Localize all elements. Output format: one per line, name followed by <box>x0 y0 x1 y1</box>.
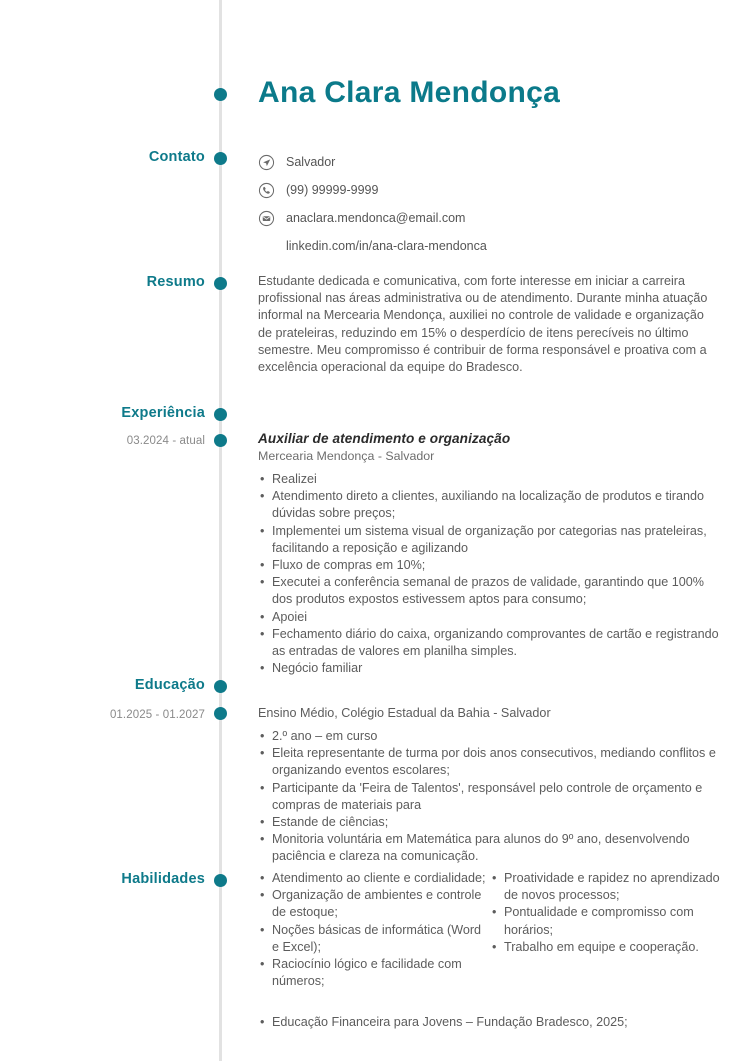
experience-company: Mercearia Mendonça - Salvador <box>258 449 435 463</box>
contact-text-email: anaclara.mendonca@email.com <box>286 211 466 225</box>
skills-right-list <box>490 870 722 956</box>
education-entry-content <box>205 705 750 866</box>
list-item: • Monitoria voluntária em Matemática para alunos do 9º ano, desenvolvendo paciência e clareza na comunicação. <box>258 831 720 865</box>
experience-date-col <box>0 431 205 677</box>
list-item: • Participante da 'Feira de Talentos', responsável pelo controle de orçamento e compras de materiais para <box>258 780 720 814</box>
experiencia-label-col <box>0 404 205 422</box>
skills-extra-list <box>258 1014 722 1031</box>
section-label-habilidades: Habilidades <box>121 871 205 887</box>
header-content <box>205 78 750 108</box>
list-item: • Realizei <box>258 471 720 488</box>
list-item: • Estande de ciências; <box>258 814 720 831</box>
header-row <box>0 78 750 108</box>
location-icon <box>258 154 275 171</box>
skills-extra <box>258 1014 722 1031</box>
list-item: • Proatividade e rapidez no aprendizado de novos processos; <box>490 870 722 904</box>
experience-date: 03.2024 - atual <box>126 435 205 447</box>
contact-item-location <box>258 148 720 176</box>
list-item: • Fechamento diário do caixa, organizando comprovantes de cartão e registrando as entradas de valores em planilha simples. <box>258 626 720 660</box>
habilidades-content <box>205 870 750 1032</box>
section-educacao-heading <box>0 676 750 694</box>
section-experiencia-heading <box>0 404 750 422</box>
contact-item-linkedin[interactable] <box>258 232 720 260</box>
educacao-heading-content <box>205 676 750 694</box>
list-item: • Noções básicas de informática (Word e Excel); <box>258 922 490 956</box>
education-school: Ensino Médio, Colégio Estadual da Bahia - Salvador <box>258 706 551 720</box>
email-icon <box>258 210 275 227</box>
contato-label-col <box>0 148 205 260</box>
list-item: • Negócio familiar <box>258 660 720 677</box>
section-label-experiencia: Experiência <box>121 405 205 421</box>
contact-text-phone: (99) 99999-9999 <box>286 183 379 197</box>
contact-text-linkedin: linkedin.com/in/ana-clara-mendonca <box>286 239 487 253</box>
section-habilidades <box>0 870 750 1032</box>
educacao-label-col <box>0 676 205 694</box>
summary-text: Estudante dedicada e comunicativa, com forte interesse em iniciar a carreira profissional nas áreas administrativa ou de atendimento. Durante minha atuação informal na Mercearia Mendonça, auxiliei no controle de validade e organização de prateleiras, reduzindo em 15% o desperdício de itens perecíveis no último semestre. Meu compromisso é contribuir de forma responsável e proativa com a excelência operacional da equipe do Bradesco. <box>258 274 708 375</box>
skills-columns <box>258 870 722 990</box>
section-label-contato: Contato <box>148 149 205 165</box>
contato-content <box>205 148 750 260</box>
experience-job-title: Auxiliar de atendimento e organização <box>258 431 511 446</box>
contact-list <box>258 148 720 260</box>
education-date: 01.2025 - 01.2027 <box>109 709 205 721</box>
section-label-resumo: Resumo <box>146 274 205 290</box>
skills-left-list <box>258 870 490 990</box>
list-item: • Implementei um sistema visual de organização por categorias nas prateleiras, facilitando a reposição e agilizando <box>258 523 720 557</box>
resumo-label-col <box>0 273 205 376</box>
contact-text-location: Salvador <box>286 155 336 169</box>
experience-bullet-list <box>258 471 720 677</box>
list-item: • Fluxo de compras em 10%; <box>258 557 720 574</box>
resumo-content <box>205 273 750 376</box>
contact-item-phone <box>258 176 720 204</box>
section-resumo <box>0 273 750 376</box>
phone-icon <box>258 182 275 199</box>
education-entry <box>0 705 750 866</box>
experience-entry <box>0 431 750 677</box>
section-label-educacao: Educação <box>134 677 205 693</box>
skills-column-right <box>490 870 722 990</box>
education-date-col <box>0 705 205 866</box>
list-item: • Atendimento ao cliente e cordialidade; <box>258 870 490 887</box>
list-item: • Raciocínio lógico e facilidade com números; <box>258 956 490 990</box>
page-title: Ana Clara Mendonça <box>258 76 561 109</box>
experience-entry-content <box>205 431 750 677</box>
education-bullet-list <box>258 728 720 866</box>
list-item: • Eleita representante de turma por dois anos consecutivos, mediando conflitos e organizando eventos escolares; <box>258 745 720 779</box>
experiencia-heading-content <box>205 404 750 422</box>
list-item: • Pontualidade e compromisso com horários; <box>490 904 722 938</box>
contact-item-email <box>258 204 720 232</box>
list-item: • Educação Financeira para Jovens – Fundação Bradesco, 2025; <box>258 1014 722 1031</box>
list-item: • Atendimento direto a clientes, auxiliando na localização de produtos e tirando dúvidas sobre preços; <box>258 488 720 522</box>
list-item: • Organização de ambientes e controle de estoque; <box>258 887 490 921</box>
habilidades-label-col <box>0 870 205 1032</box>
list-item: • Apoiei <box>258 609 720 626</box>
list-item: • 2.º ano – em curso <box>258 728 720 745</box>
list-item: • Executei a conferência semanal de prazos de validade, garantindo que 100% dos produtos expostos estivessem aptos para consumo; <box>258 574 720 608</box>
skills-column-left <box>258 870 490 990</box>
header-label-spacer <box>0 78 205 108</box>
section-contato <box>0 148 750 260</box>
list-item: • Trabalho em equipe e cooperação. <box>490 939 722 956</box>
